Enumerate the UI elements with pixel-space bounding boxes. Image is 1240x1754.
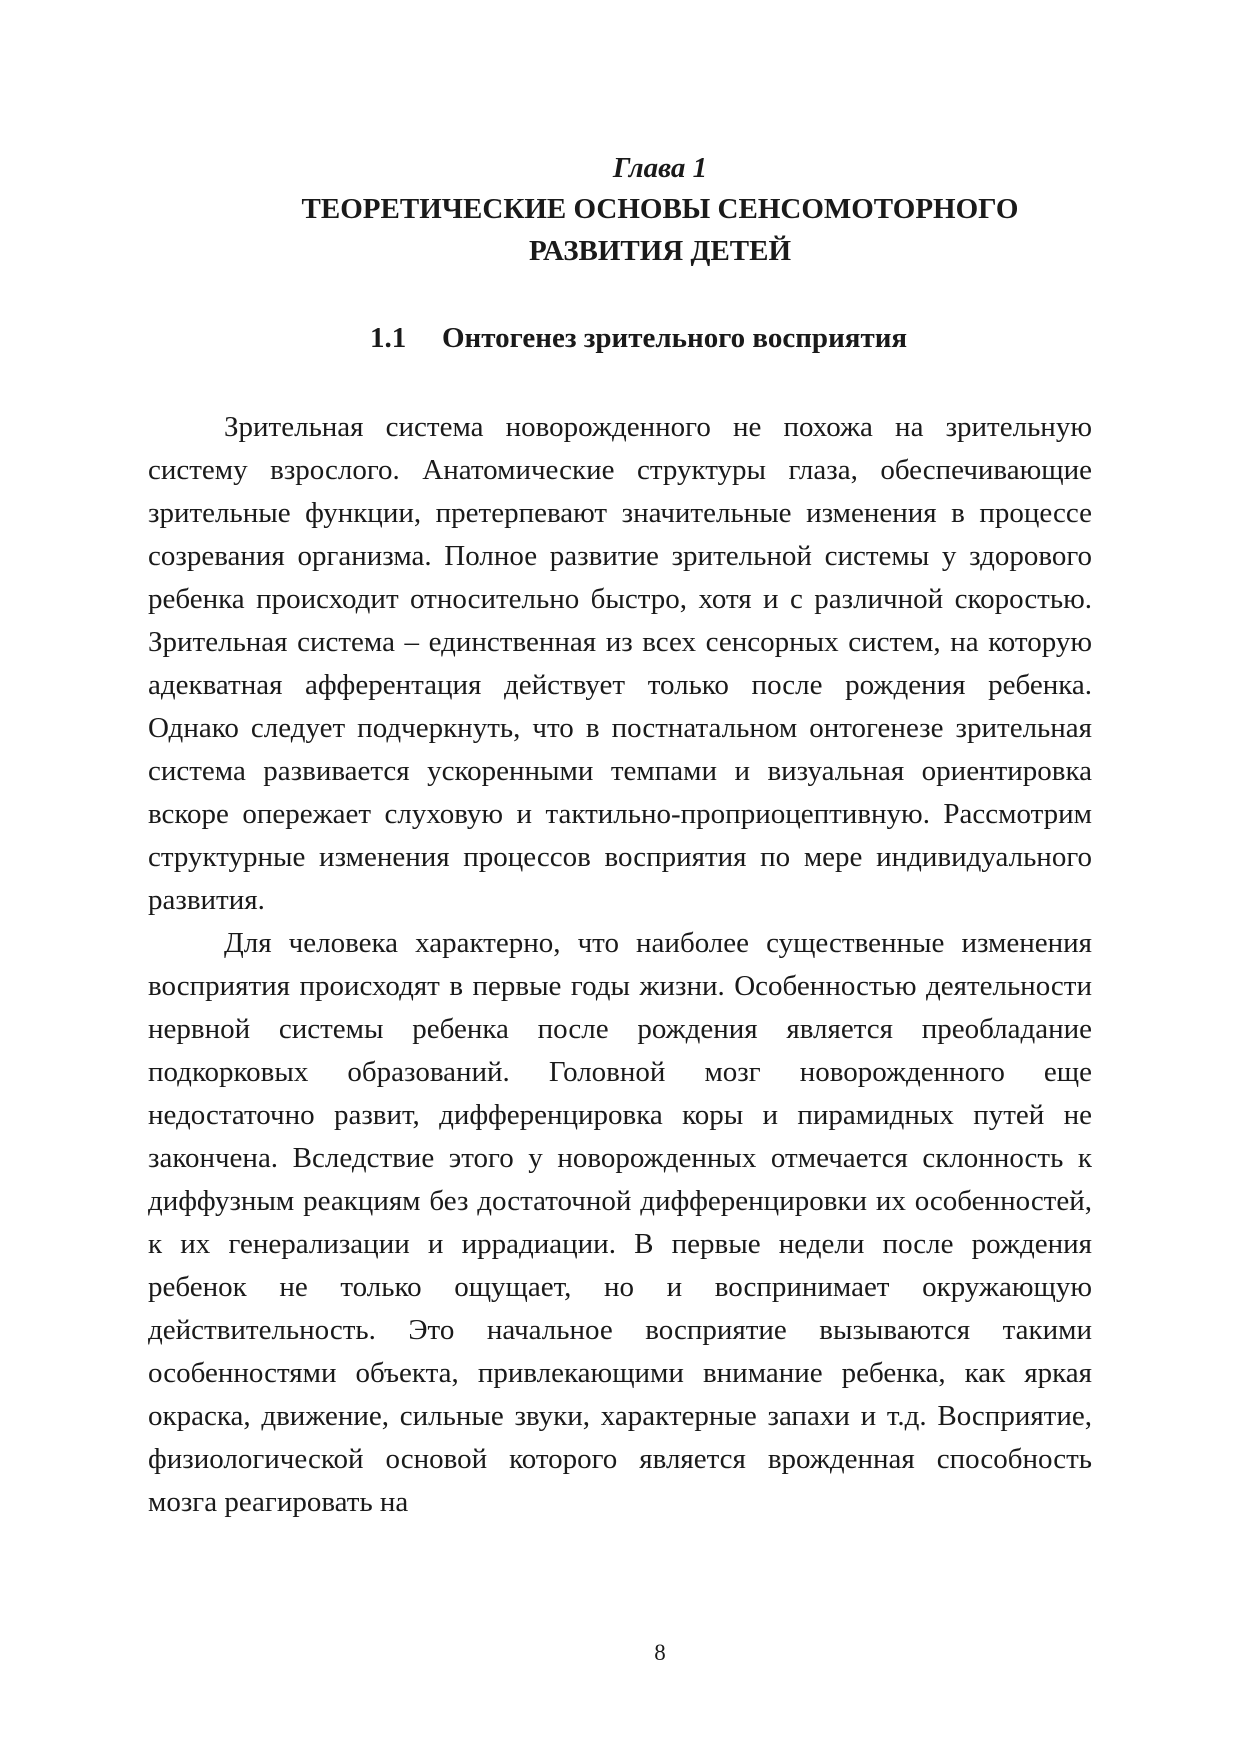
section-title: Онтогенез зрительного восприятия xyxy=(442,322,908,354)
chapter-title-line-2: РАЗВИТИЯ ДЕТЕЙ xyxy=(528,235,792,267)
body-text xyxy=(148,406,1092,1524)
chapter-label: Глава 1 xyxy=(612,152,708,184)
paragraph-1: Зрительная система новорожденного не похожа на зрительную систему взрослого. Анатомические структуры глаза, обеспечивающие зрительные функции, претерпевают значительные изменения в процессе созревания организма. Полное развитие зрительной системы у здорового ребенка происходит относительно быстро, хотя и с различной скоростью. Зрительная система – единственная из всех сенсорных систем, на которую адекватная афферентация действует только после рождения ребенка. Однако следует подчеркнуть, что в постнатальном онтогенезе зрительная система развивается ускоренными темпами и визуальная ориентировка вскоре опережает слуховую и тактильно-проприоцептивную. Рассмотрим структурные изменения процессов восприятия по мере индивидуального развития. xyxy=(148,411,1092,916)
paragraph-2: Для человека характерно, что наиболее существенные изменения восприятия происходят в первые годы жизни. Особенностью деятельности нервной системы ребенка после рождения является преобладание подкорковых образований. Головной мозг новорожденного еще недостаточно развит, дифференцировка коры и пирамидных путей не закончена. Вследствие этого у новорожденных отмечается склонность к диффузным реакциям без достаточной дифференцировки их особенностей, к их генерализации и иррадиации. В первые недели после рождения ребенок не только ощущает, но и воспринимает окружающую действительность. Это начальное восприятие вызываются такими особенностями объекта, привлекающими внимание ребенка, как яркая окраска, движение, сильные звуки, характерные запахи и т.д. Восприятие, физиологической основой которого является врожденная способность мозга реагировать на xyxy=(148,927,1092,1518)
chapter-title-line-1: ТЕОРЕТИЧЕСКИЕ ОСНОВЫ СЕНСОМОТОРНОГО xyxy=(301,193,1019,225)
page-number: 8 xyxy=(654,1640,666,1665)
section-heading xyxy=(370,318,907,358)
section-number: 1.1 xyxy=(370,322,407,354)
chapter-title xyxy=(0,188,1240,272)
